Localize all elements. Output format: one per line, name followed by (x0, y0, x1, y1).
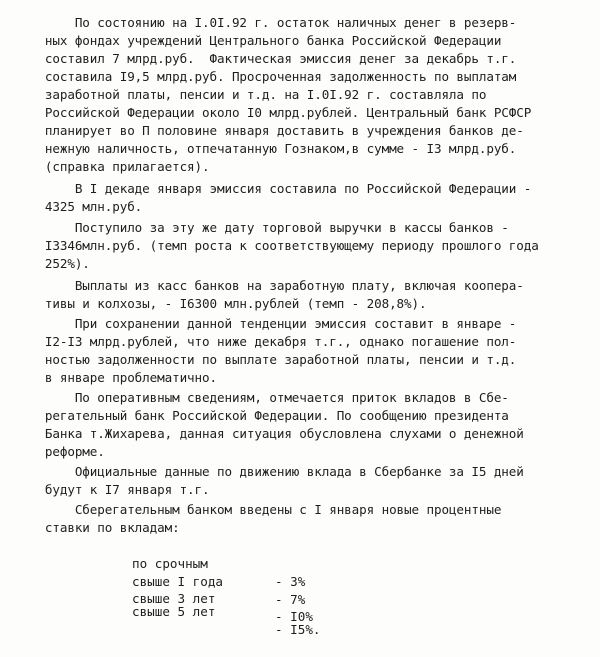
text-line: Российской Федерации около I0 млрд.рублей. Центральный банк РСФСР (0, 105, 532, 120)
rate-value: - I5%. (275, 622, 321, 637)
text-line: регательный банк Российской Федерации. По сообщению президента (0, 408, 509, 423)
text-line: По состоянию на I.0I.92 г. остаток наличных денег в резерв- (0, 15, 517, 30)
rate-value: - I0% (275, 609, 313, 624)
text-line: По оперативным сведениям, отмечается приток вкладов в Сбе- (0, 390, 509, 405)
rate-term: по срочным (132, 556, 208, 571)
text-line: Выплаты из касс банков на заработную плату, включая коопера- (0, 278, 524, 293)
text-line: составила I9,5 млрд.руб. Просроченная задолженность по выплатам (0, 69, 517, 84)
text-line: Сберегательным банком введены с I января новые процентные (0, 502, 502, 517)
text-line: Официальные данные по движению вклада в Сбербанке за I5 дней (0, 464, 524, 479)
text-line: тивы и колхозы, - I6300 млн.рублей (темп - 208,8%). (0, 296, 427, 311)
text-line: составил 7 млрд.руб. Фактическая эмиссия денег за декабрь т.г. (0, 51, 517, 66)
text-line: заработной платы, пенсии и т.д. на I.0I.92 г. составляла по (0, 87, 487, 102)
rate-term: свыше I года (132, 574, 223, 589)
text-line: ностью задолженности по выплате заработной платы, пенсии и т.д. (0, 352, 517, 367)
text-line: Поступило за эту же дату торговой выручки в кассы банков - (0, 220, 509, 235)
text-line: I3346млн.руб. (темп роста к соответствующему периоду прошлого года (0, 238, 539, 253)
text-line: нежную наличность, отпечатанную Гознаком,в сумме - I3 млрд.руб. (0, 141, 517, 156)
text-line: ных фондах учреждений Центрального банка Российской Федерации (0, 33, 502, 48)
rate-term: свыше 3 лет (132, 591, 216, 606)
rate-value: - 3% (275, 574, 306, 589)
text-line: При сохранении данной тенденции эмиссия составит в январе - (0, 316, 517, 331)
text-line: Банка т.Жихарева, данная ситуация обусловлена слухами о денежной (0, 426, 524, 441)
text-line: планирует во П половине января доставить в учреждения банков де- (0, 123, 524, 138)
text-line: (справка прилагается). (0, 159, 210, 174)
rate-value: - 7% (275, 592, 306, 607)
text-line: I2-I3 млрд.рублей, что ниже декабря т.г., однако погашение пол- (0, 334, 517, 349)
text-line: 4325 млн.руб. (0, 199, 143, 214)
text-line: ставки по вкладам: (0, 520, 180, 535)
text-line: будут к I7 января т.г. (0, 482, 210, 497)
text-line: 252%). (0, 256, 90, 271)
text-line: В I декаде января эмиссия составила по Российской Федерации - (0, 181, 532, 196)
text-line: в январе проблематично. (0, 370, 217, 385)
text-line: реформе. (0, 444, 105, 459)
rate-term: свыше 5 лет (132, 604, 216, 619)
